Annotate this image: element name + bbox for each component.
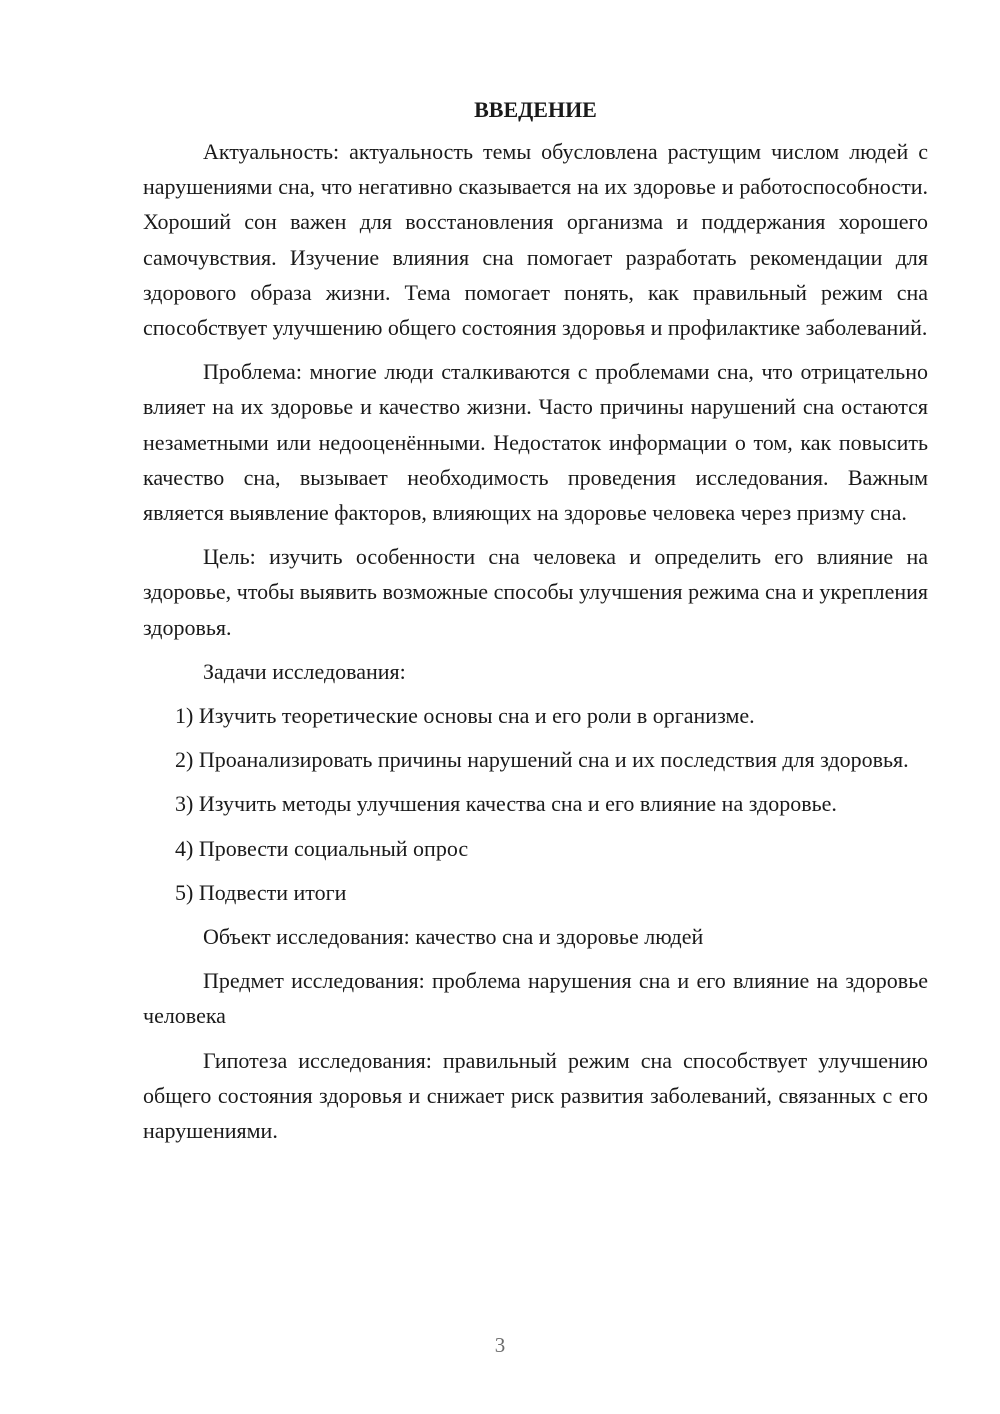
- tasks-heading: Задачи исследования:: [203, 658, 406, 684]
- problem-paragraph: Проблема: многие люди сталкиваются с проблемами сна, что отрицательно влияет на их здоровье и качество жизни. Часто причины нарушений сна остаются незаметными или недооценёнными. Недостаток информации о том, как повысить качество сна, вызывает необходимость проведения исследования. Важным является выявление факторов, влияющих на здоровье человека через призму сна.: [143, 359, 928, 526]
- relevance-paragraph: Актуальность: актуальность темы обусловлена растущим числом людей с нарушениями сна, что негативно сказывается на их здоровье и работоспособности. Хороший сон важен для восстановления организма и поддержания хорошего самочувствия. Изучение влияния сна помогает разработать рекомендации для здорового образа жизни. Тема помогает понять, как правильный режим сна способствует улучшению общего состояния здоровья и профилактике заболеваний.: [143, 139, 928, 341]
- task-item: 4) Провести социальный опрос: [175, 835, 469, 861]
- subject-paragraph: Предмет исследования: проблема нарушения сна и его влияние на здоровье человека: [143, 968, 928, 1029]
- document-page: [143, 92, 928, 1157]
- task-item: 1) Изучить теоретические основы сна и его роли в организме.: [175, 703, 755, 729]
- task-item: 3) Изучить методы улучшения качества сна и его влияние на здоровье.: [175, 791, 837, 817]
- task-item: 2) Проанализировать причины нарушений сна и их последствия для здоровья.: [175, 747, 909, 773]
- goal-paragraph: Цель: изучить особенности сна человека и определить его влияние на здоровье, чтобы выявить возможные способы улучшения режима сна и укрепления здоровья.: [143, 544, 928, 640]
- section-title: ВВЕДЕНИЕ: [474, 97, 597, 122]
- page-number: 3: [494, 1333, 506, 1357]
- task-item: 5) Подвести итоги: [175, 879, 347, 905]
- object-paragraph: Объект исследования: качество сна и здоровье людей: [203, 924, 704, 950]
- hypothesis-paragraph: Гипотеза исследования: правильный режим сна способствует улучшению общего состояния здоровья и снижает риск развития заболеваний, связанных с его нарушениями.: [143, 1047, 928, 1144]
